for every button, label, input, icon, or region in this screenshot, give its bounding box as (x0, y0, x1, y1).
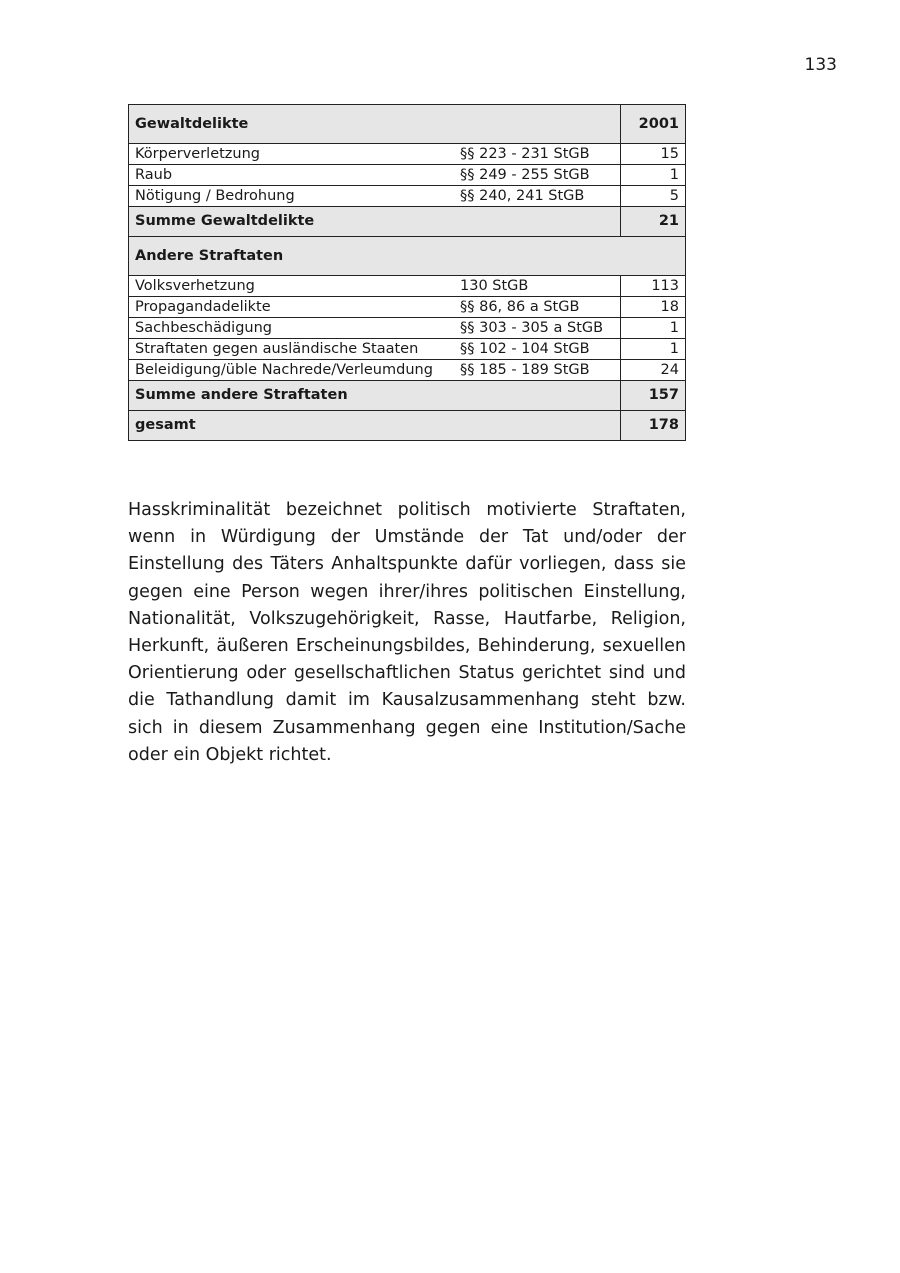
other-section-row (129, 237, 686, 276)
table-row (129, 276, 686, 297)
count-cell: 18 (621, 297, 686, 318)
header-label: Gewaltdelikte (129, 105, 621, 144)
table-row (129, 318, 686, 339)
law-cell: 130 StGB (454, 276, 621, 297)
page-number: 133 (804, 55, 837, 75)
count-cell: 5 (621, 186, 686, 207)
total-count: 178 (621, 411, 686, 441)
offense-cell: Beleidigung/üble Nachrede/Verleumdung (129, 360, 455, 381)
violent-sum-row (129, 207, 686, 237)
law-cell: §§ 240, 241 StGB (454, 186, 621, 207)
section-label: Andere Straftaten (129, 237, 686, 276)
offense-cell: Propagandadelikte (129, 297, 455, 318)
table-row (129, 339, 686, 360)
total-label: gesamt (129, 411, 621, 441)
count-cell: 1 (621, 165, 686, 186)
other-sum-row (129, 381, 686, 411)
offense-cell: Körperverletzung (129, 144, 455, 165)
count-cell: 15 (621, 144, 686, 165)
sum-count: 21 (621, 207, 686, 237)
offense-cell: Volksverhetzung (129, 276, 455, 297)
count-cell: 113 (621, 276, 686, 297)
law-cell: §§ 249 - 255 StGB (454, 165, 621, 186)
count-cell: 1 (621, 339, 686, 360)
body-paragraph: Hasskriminalität bezeichnet politisch motivierte Straftaten, wenn in Würdigung der Umstände der Tat und/oder der Einstellung des Täters Anhaltspunkte dafür vorliegen, dass sie gegen eine Person wegen ihrer/ihres politischen Einstellung, Nationalität, Volkszugehörigkeit, Rasse, Hautfarbe, Religion, Herkunft, äußeren Erscheinungsbildes, Behinderung, sexuellen Orientierung oder gesellschaftlichen Status gerichtet sind und die Tathandlung damit im Kausalzusammenhang steht bzw. sich in diesem Zusammenhang gegen eine Institution/Sache oder ein Objekt richtet. (128, 500, 686, 765)
offense-cell: Nötigung / Bedrohung (129, 186, 455, 207)
law-cell: §§ 185 - 189 StGB (454, 360, 621, 381)
law-cell: §§ 223 - 231 StGB (454, 144, 621, 165)
offense-statistics-table (128, 104, 686, 441)
sum-label: Summe Gewaltdelikte (129, 207, 621, 237)
table-header-row (129, 105, 686, 144)
law-cell: §§ 102 - 104 StGB (454, 339, 621, 360)
table-row (129, 360, 686, 381)
law-cell: §§ 303 - 305 a StGB (454, 318, 621, 339)
header-year: 2001 (621, 105, 686, 144)
law-cell: §§ 86, 86 a StGB (454, 297, 621, 318)
count-cell: 1 (621, 318, 686, 339)
offense-cell: Straftaten gegen ausländische Staaten (129, 339, 455, 360)
count-cell: 24 (621, 360, 686, 381)
sum-label: Summe andere Straftaten (129, 381, 621, 411)
sum-count: 157 (621, 381, 686, 411)
table-row (129, 165, 686, 186)
total-row (129, 411, 686, 441)
table-row (129, 297, 686, 318)
offense-cell: Sachbeschädigung (129, 318, 455, 339)
offense-cell: Raub (129, 165, 455, 186)
table-row (129, 144, 686, 165)
table-row (129, 186, 686, 207)
